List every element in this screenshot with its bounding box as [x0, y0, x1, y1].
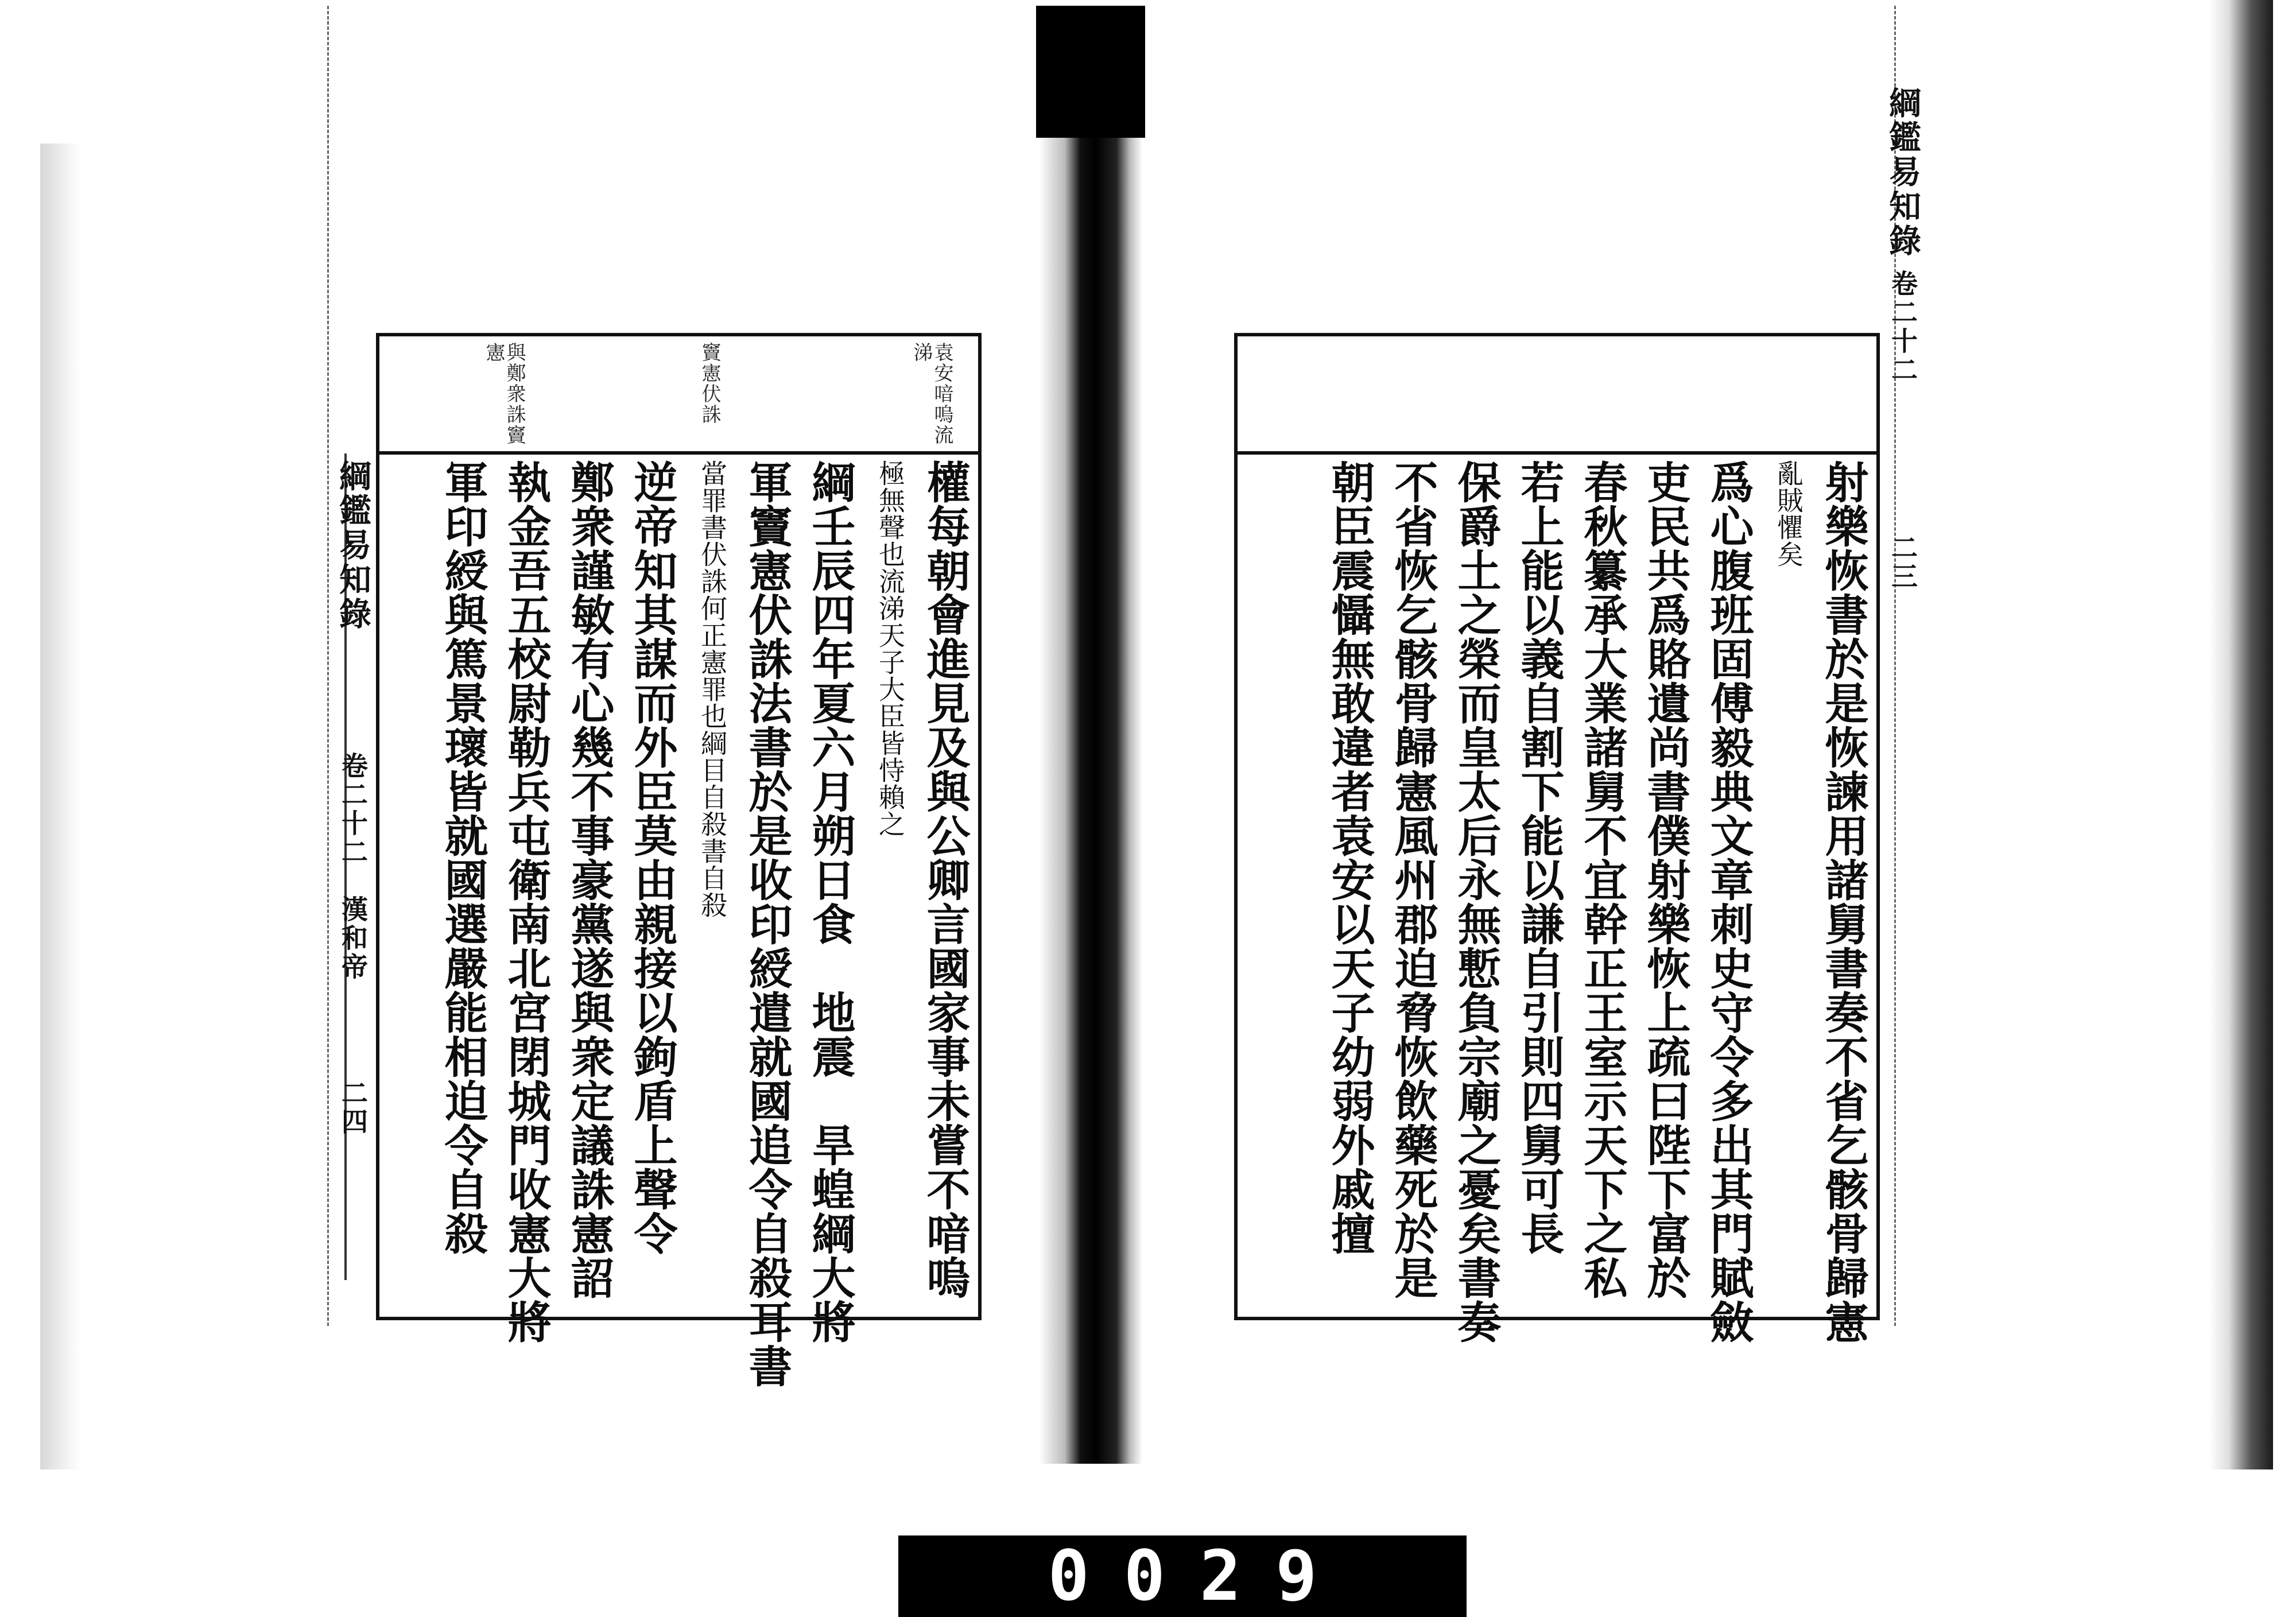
right-margin-volume: 卷二十二: [1887, 270, 1918, 385]
right-margin-title: 綱鑑易知錄: [1884, 86, 1922, 258]
left-margin-ticks: [327, 6, 333, 1326]
gutter-shadow: [1036, 6, 1145, 138]
left-margin-page: 二四: [338, 1079, 369, 1137]
text-column: 鄭衆謹敏有心幾不事豪黨遂與衆定議誅憲詔: [564, 460, 615, 1300]
text-column: 保爵土之榮而皇太后永無慙負宗廟之憂矣書奏: [1450, 460, 1502, 1344]
text-column: 不省恢乞骸骨歸憲風州郡迫脅恢飲藥死於是: [1387, 460, 1438, 1300]
text-column: 朝臣震懾無敢違者袁安以天子幼弱外戚擅: [1324, 460, 1375, 1255]
right-book-edge: [2210, 0, 2273, 1469]
left-page-header-register: [379, 336, 978, 455]
book-gutter: [1039, 6, 1142, 1464]
film-frame-number-text: 0029: [1048, 1536, 1352, 1616]
text-column: 吏民共爲賂遺尚書僕射樂恢上疏曰陛下富於: [1640, 460, 1691, 1300]
header-note: 竇憲伏誅: [698, 342, 721, 425]
left-book-edge: [40, 144, 80, 1469]
right-page-header-register: [1238, 336, 1876, 455]
right-margin-page: 二三: [1887, 534, 1918, 591]
text-column: 射樂恢書於是恢諫用諸舅書奏不省乞骸骨歸憲: [1818, 460, 1869, 1344]
text-column: 亂賊懼矣: [1773, 460, 1804, 568]
text-column: 權每朝會進見及與公卿言國家事未嘗不喑嗚: [920, 460, 971, 1300]
left-margin-reign: 漢和帝: [338, 895, 369, 982]
text-column: 爲心腹班固傅毅典文章刺史守令多出其門賦斂: [1703, 460, 1754, 1344]
text-column: 綱壬辰四年夏六月朔日食 地震 旱蝗綱大將: [805, 460, 856, 1344]
text-column: 逆帝知其謀而外臣莫由親接以鉤盾上聲令: [627, 460, 678, 1255]
text-column: 當罪書伏誅何正憲罪也綱目自殺書自殺: [697, 460, 728, 918]
film-frame-number: [898, 1535, 1467, 1617]
text-column: 軍竇憲伏誅法書於是收印綬遣就國追令自殺耳書: [742, 460, 793, 1388]
text-column: 若上能以義自割下能以謙自引則四舅可長: [1514, 460, 1565, 1255]
left-margin-title: 綱鑑易知錄: [334, 459, 372, 631]
header-note: 袁安喑嗚流涕: [910, 342, 953, 445]
header-note: 與鄭衆誅竇憲: [482, 342, 526, 445]
text-column: 執金吾五校尉勒兵屯衛南北宮閉城門收憲大將: [501, 460, 552, 1344]
left-margin-volume: 卷二十二: [338, 752, 369, 867]
right-page-frame: [1234, 333, 1880, 1344]
left-page-frame: [376, 333, 982, 1388]
text-column: 軍印綬與篤景瓌皆就國選嚴能相迫令自殺: [437, 460, 488, 1255]
text-column: 極無聲也流涕天子大臣皆恃賴之: [875, 460, 906, 837]
text-column: 春秋纂承大業諸舅不宜幹正王室示天下之私: [1577, 460, 1628, 1300]
